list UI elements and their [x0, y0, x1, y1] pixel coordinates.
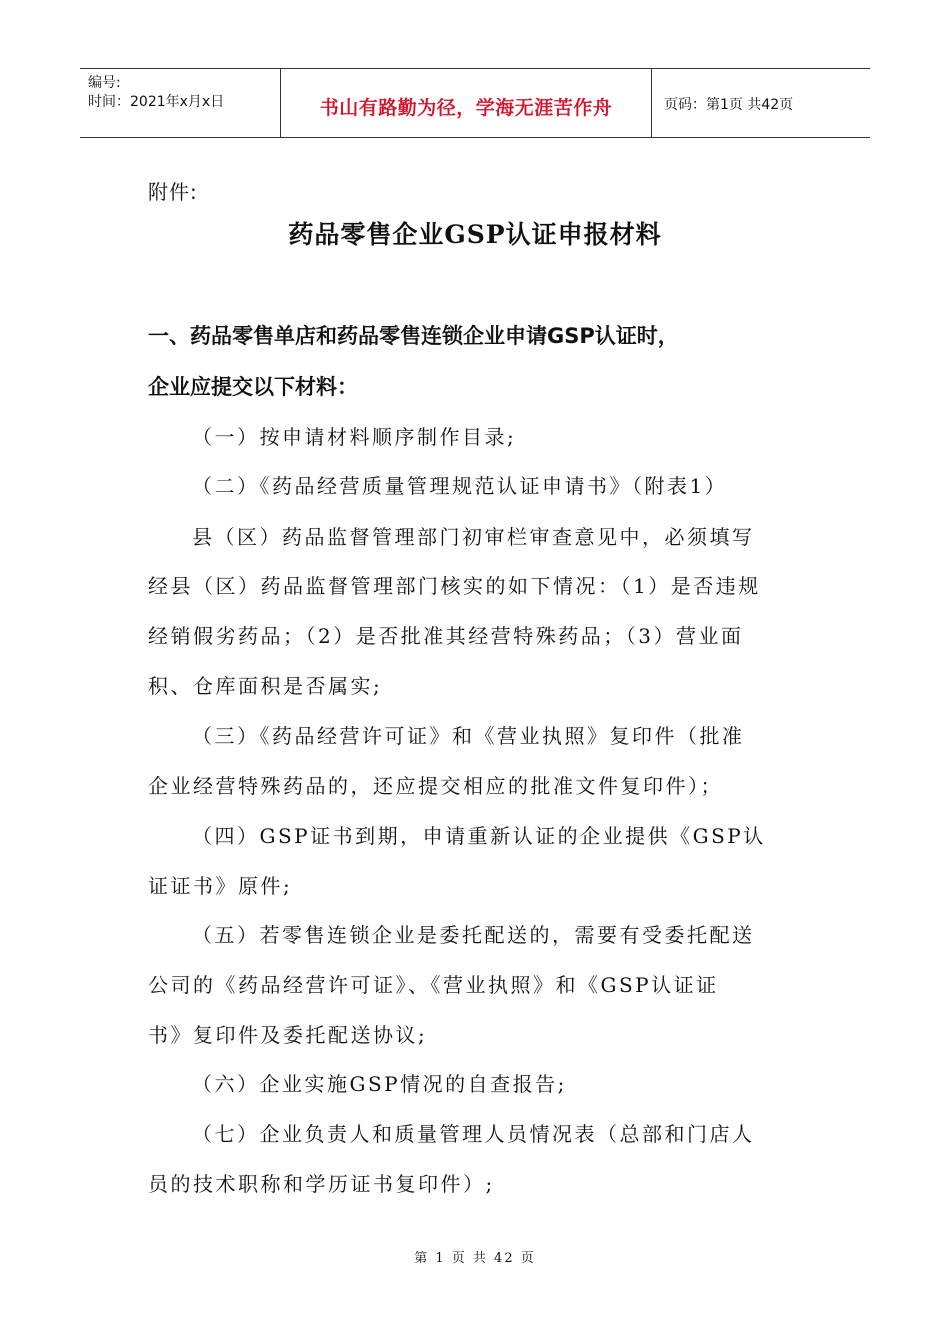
header-meta-cell — [80, 69, 280, 137]
body-line: （二）《药品经营质量管理规范认证申请书》（附表1） — [192, 474, 728, 498]
attachment-label: 附件: — [148, 180, 198, 204]
body-line: 县（区）药品监督管理部门初审栏审查意见中，必须填写 — [192, 525, 755, 549]
body-line: （六）企业实施GSP情况的自查报告; — [192, 1072, 567, 1096]
doc-number-label: 编号: — [88, 75, 121, 91]
body-line: 证证书》原件; — [148, 874, 293, 898]
document-title: 药品零售企业GSP认证申报材料 — [288, 220, 662, 249]
body-line: （五）若零售连锁企业是委托配送的，需要有受委托配送 — [192, 923, 755, 947]
body-line: （七）企业负责人和质量管理人员情况表（总部和门店人 — [192, 1122, 755, 1146]
page-code: 页码：第1页 共42页 — [664, 97, 794, 113]
body-line: 经县（区）药品监督管理部门核实的如下情况：（1）是否违规 — [148, 574, 761, 598]
header-motto-cell — [280, 69, 652, 137]
header-page-cell — [652, 69, 870, 137]
body-line: （三）《药品经营许可证》和《营业执照》复印件（批准 — [192, 724, 745, 748]
page-footer: 第 1 页 共 42 页 — [414, 1251, 536, 1266]
body-line: 积、仓库面积是否属实; — [148, 674, 383, 698]
doc-time-label: 时间：2021年x月x日 — [88, 94, 225, 110]
body-line: （一）按申请材料顺序制作目录; — [192, 425, 517, 449]
body-line: 公司的《药品经营许可证》、《营业执照》和《GSP认证证 — [148, 973, 719, 997]
body-line: 书》复印件及委托配送协议; — [148, 1023, 428, 1047]
body-line: （四）GSP证书到期，申请重新认证的企业提供《GSP认 — [192, 824, 766, 848]
section-heading-line2: 企业应提交以下材料： — [148, 375, 358, 399]
body-line: 员的技术职称和学历证书复印件）; — [148, 1172, 495, 1196]
body-line: 企业经营特殊药品的，还应提交相应的批准文件复印件）； — [148, 774, 723, 798]
section-heading-line1: 一、药品零售单店和药品零售连锁企业申请GSP认证时， — [148, 324, 679, 348]
body-line: 经销假劣药品；（2）是否批准其经营特殊药品；（3）营业面 — [148, 624, 744, 648]
motto-text: 书山有路勤为径，学海无涯苦作舟 — [319, 97, 613, 119]
document-header — [80, 68, 870, 138]
